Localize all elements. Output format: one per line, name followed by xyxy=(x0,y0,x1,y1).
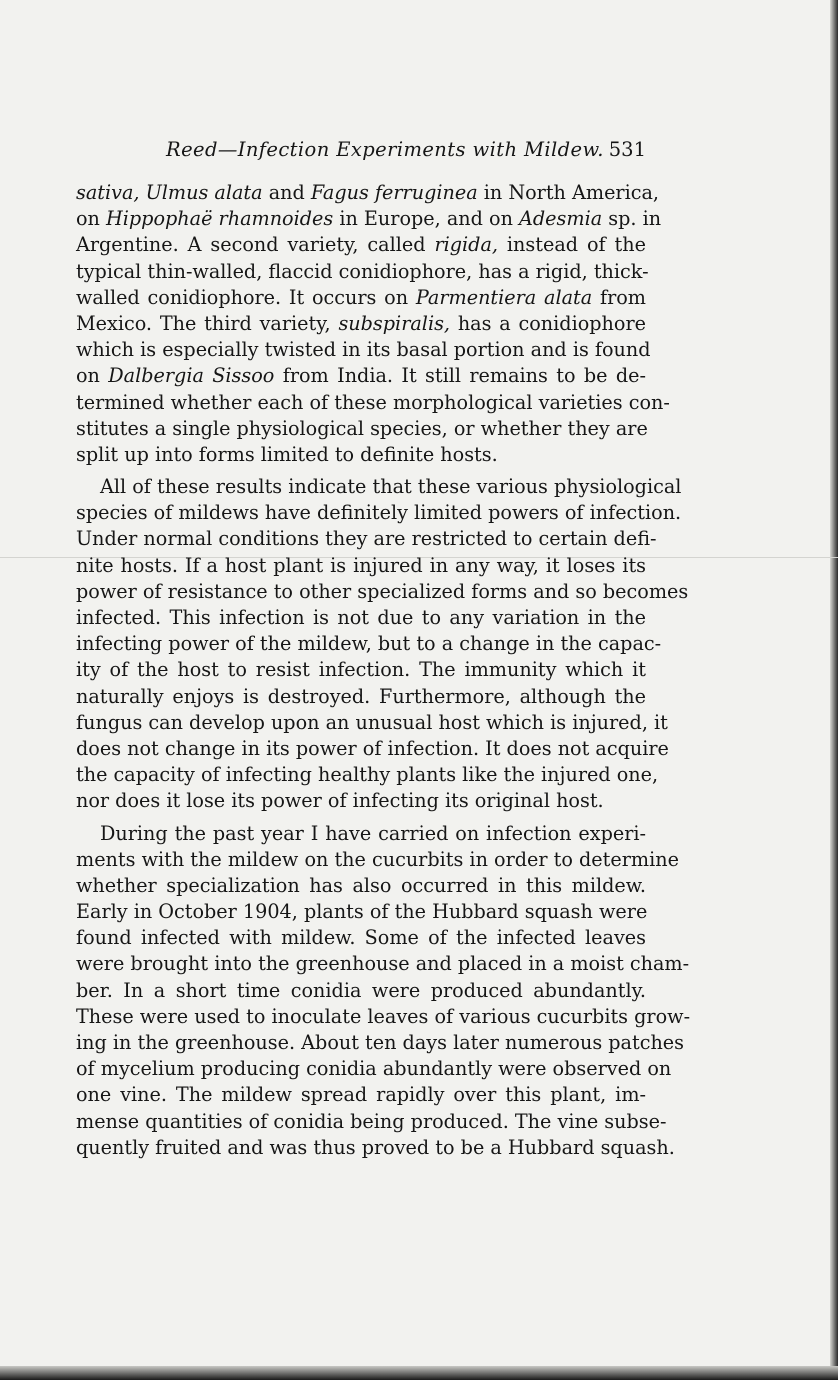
text-line: does not change in its power of infection. It does not acquire xyxy=(76,736,669,760)
text-line: naturally enjoys is destroyed. Furthermore, although the xyxy=(76,684,646,708)
paragraph-3 xyxy=(76,821,691,1161)
page-edge-bottom xyxy=(0,1366,838,1380)
text-line: ing in the greenhouse. About ten days later numerous patches xyxy=(76,1031,685,1054)
text-line: quently fruited and was thus proved to be a Hubbard squash. xyxy=(76,1135,675,1159)
paragraph-1 xyxy=(76,180,670,468)
text-line: mense quantities of conidia being produced. The vine subse- xyxy=(76,1109,667,1133)
text-line: nite hosts. If a host plant is injured in any way, it loses its xyxy=(76,553,646,577)
paragraph-2 xyxy=(76,474,689,814)
page-header xyxy=(76,138,646,168)
text-line: ity of the host to resist infection. The immunity which it xyxy=(76,658,646,682)
text-line: of mycelium producing conidia abundantly were observed on xyxy=(76,1057,672,1081)
text-line: the capacity of infecting healthy plants like the injured one, xyxy=(76,763,659,787)
text-line: termined whether each of these morphological varieties con- xyxy=(76,390,670,414)
text-line: Early in October 1904, plants of the Hubbard squash were xyxy=(76,900,648,924)
text-line: on Hippophaë rhamnoides in Europe, and on Adesmia sp. in xyxy=(76,207,662,231)
text-line: found infected with mildew. Some of the infected leaves xyxy=(76,926,646,950)
text-line: Mexico. The third variety, subspiralis, has a conidiophore xyxy=(76,311,646,335)
text-line: fungus can develop upon an unusual host which is injured, it xyxy=(76,710,668,734)
text-line: split up into forms limited to definite hosts. xyxy=(76,442,498,466)
text-line: sativa, Ulmus alata and Fagus ferruginea in North America, xyxy=(76,181,660,204)
page-edge-right xyxy=(830,0,838,1380)
text-line: were brought into the greenhouse and placed in a moist cham- xyxy=(76,952,690,976)
text-line: one vine. The mildew spread rapidly over this plant, im- xyxy=(76,1083,646,1107)
text-line: nor does it lose its power of infecting its original host. xyxy=(76,789,604,813)
text-line: which is especially twisted in its basal portion and is found xyxy=(76,338,651,362)
text-line: Under normal conditions they are restricted to certain defi- xyxy=(76,527,657,551)
text-line: typical thin-walled, flaccid conidiophore, has a rigid, thick- xyxy=(76,259,649,283)
text-line: on Dalbergia Sissoo from India. It still remains to be de- xyxy=(76,364,646,388)
running-title: Reed—Infection Experiments with Mildew. xyxy=(166,138,604,161)
page-number: 531 xyxy=(608,138,646,161)
text-line: These were used to inoculate leaves of various cucurbits grow- xyxy=(76,1004,691,1028)
text-line: ments with the mildew on the cucurbits in order to determine xyxy=(76,847,679,871)
text-line: infected. This infection is not due to any variation in the xyxy=(76,606,646,629)
text-line: ber. In a short time conidia were produced abundantly. xyxy=(76,978,646,1002)
text-line: walled conidiophore. It occurs on Parmentiera alata from xyxy=(76,285,646,309)
text-line: species of mildews have definitely limited powers of infection. xyxy=(76,501,682,525)
text-line: whether specialization has also occurred in this mildew. xyxy=(76,873,646,897)
text-line: power of resistance to other specialized forms and so becomes xyxy=(76,579,689,603)
text-line: Argentine. A second variety, called rigida, instead of the xyxy=(76,233,646,257)
body-text xyxy=(76,180,691,1161)
text-line: All of these results indicate that these various physiological xyxy=(100,475,682,499)
text-line: During the past year I have carried on infection experi- xyxy=(100,821,646,845)
text-line: stitutes a single physiological species, or whether they are xyxy=(76,416,648,440)
text-line: infecting power of the mildew, but to a change in the capac- xyxy=(76,632,662,656)
